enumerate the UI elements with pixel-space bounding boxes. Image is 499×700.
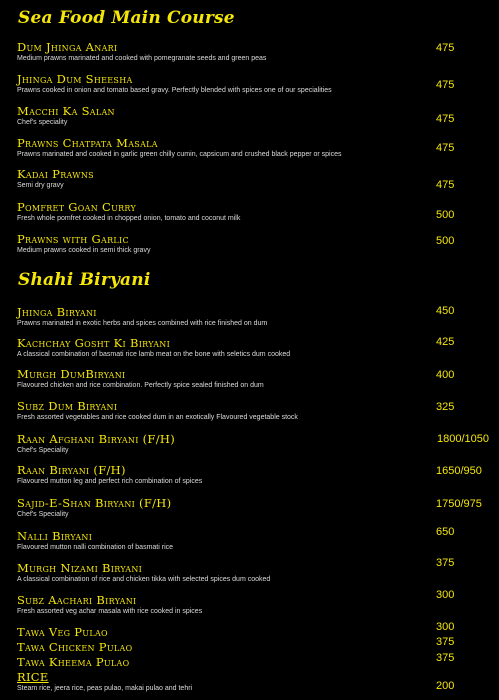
item-price: 200 xyxy=(436,680,455,692)
item-name: Prawns with Garlic xyxy=(17,232,129,246)
menu-item-pomfret-goan-curry xyxy=(17,201,487,223)
item-description: Flavoured mutton leg and perfect rich combination of spices xyxy=(17,478,203,485)
item-name: Tawa Chicken Pulao xyxy=(17,640,133,654)
item-price: 475 xyxy=(436,142,455,154)
item-name: Sajid-E-Shan Biryani (F/H) xyxy=(17,496,172,510)
item-name: Raan Biryani (F/H) xyxy=(17,463,126,477)
item-price: 475 xyxy=(436,79,455,91)
item-name: Prawns Chatpata Masala xyxy=(17,136,158,150)
item-description: Prawns marinated in exotic herbs and spices combined with rice finished on dum xyxy=(17,320,268,327)
item-name: Pomfret Goan Curry xyxy=(17,200,137,214)
item-price: 450 xyxy=(436,305,455,317)
item-price: 1800/1050 xyxy=(437,433,489,445)
menu-item-murgh-dumbiryani xyxy=(17,368,487,390)
item-description: Chef's Speciality xyxy=(17,511,69,518)
item-description: Fresh assorted veg achar masala with rice cooked in spices xyxy=(17,608,203,615)
section-title-sea-food: Sea Food Main Course xyxy=(18,8,235,28)
item-name: Kadai Prawns xyxy=(17,167,94,181)
item-name: Jhinga Dum Sheesha xyxy=(17,72,133,86)
menu-item-dum-jhinga-anari xyxy=(17,41,487,63)
item-description: Chef's Speciality xyxy=(17,447,69,454)
item-description: Prawns marinated and cooked in garlic green chilly cumin, capsicum and crushed black pepper or spices xyxy=(17,151,342,158)
menu-item-macchi-ka-salan xyxy=(17,105,487,127)
item-price: 1650/950 xyxy=(436,465,482,477)
item-name: Macchi Ka Salan xyxy=(17,104,115,118)
item-name: Nalli Biryani xyxy=(17,529,93,543)
item-name: Subz Dum Biryani xyxy=(17,399,118,413)
item-description: Flavoured chicken and rice combination. Perfectly spice sealed finished on dum xyxy=(17,382,264,389)
item-price: 300 xyxy=(436,589,455,601)
item-description: Steam rice, jeera rice, peas pulao, makai pulao and tehri xyxy=(17,685,193,692)
item-name: Tawa Veg Pulao xyxy=(17,625,108,639)
item-name: Tawa Kheema Pulao xyxy=(17,655,130,669)
item-description: A classical combination of rice and chicken tikka with selected spices dum cooked xyxy=(17,576,271,583)
item-price: 300 xyxy=(436,621,455,633)
item-description: Fresh whole pomfret cooked in chopped onion, tomato and coconut milk xyxy=(17,215,241,222)
item-description: Medium prawns marinated and cooked with pomegranate seeds and green peas xyxy=(17,55,267,62)
item-name: Subz Aachari Biryani xyxy=(17,593,137,607)
item-description: A classical combination of basmati rice lamb meat on the bone with seletics dum cooked xyxy=(17,351,291,358)
menu-item-subz-dum-biryani xyxy=(17,400,487,422)
item-name: Murgh Nizami Biryani xyxy=(17,561,143,575)
item-description: Prawns cooked in onion and tomato based gravy. Perfectly blended with spices one of our specialities xyxy=(17,87,332,94)
item-description: Medium prawns cooked in semi thick gravy xyxy=(17,247,151,254)
menu-item-sajid-e-shan-biryani xyxy=(17,497,487,519)
item-description: Flavoured mutton nalli combination of basmati rice xyxy=(17,544,174,551)
menu-item-subz-aachari-biryani xyxy=(17,594,487,616)
menu-item-prawns-chatpata-masala xyxy=(17,137,487,159)
item-price: 375 xyxy=(436,636,455,648)
item-price: 475 xyxy=(436,179,455,191)
item-price: 475 xyxy=(436,42,455,54)
item-name: Murgh DumBiryani xyxy=(17,367,126,381)
item-price: 400 xyxy=(436,369,455,381)
item-price: 375 xyxy=(436,557,455,569)
menu-item-raan-afghani-biryani xyxy=(17,433,487,455)
item-name: Raan Afghani Biryani (F/H) xyxy=(17,432,175,446)
menu-item-kadai-prawns xyxy=(17,168,487,190)
item-description: Chef's speciality xyxy=(17,119,68,126)
item-price: 1750/975 xyxy=(436,498,482,510)
menu-item-nalli-biryani xyxy=(17,530,487,552)
item-price: 425 xyxy=(436,336,455,348)
item-price: 325 xyxy=(436,401,455,413)
item-price: 650 xyxy=(436,526,455,538)
item-description: Semi dry gravy xyxy=(17,182,64,189)
menu-item-jhinga-dum-sheesha xyxy=(17,73,487,95)
menu-item-kachchay-gosht-ki-biryani xyxy=(17,337,487,359)
item-name: Jhinga Biryani xyxy=(17,305,97,319)
menu-item-murgh-nizami-biryani xyxy=(17,562,487,584)
menu-item-tawa-veg-pulao xyxy=(17,626,487,639)
item-price: 475 xyxy=(436,113,455,125)
item-name: Dum Jhinga Anari xyxy=(17,40,118,54)
menu-item-tawa-kheema-pulao xyxy=(17,656,487,669)
menu-item-tawa-chicken-pulao xyxy=(17,641,487,654)
item-price: 375 xyxy=(436,652,455,664)
item-description: Fresh assorted vegetables and rice cooked dum in an exotically Flavoured vegetable stock xyxy=(17,414,298,421)
menu-item-prawns-with-garlic xyxy=(17,233,487,255)
item-price: 500 xyxy=(436,209,455,221)
item-name: RICE xyxy=(17,670,49,684)
menu-item-jhinga-biryani xyxy=(17,306,487,328)
item-name: Kachchay Gosht Ki Biryani xyxy=(17,336,171,350)
menu-item-raan-biryani xyxy=(17,464,487,486)
section-title-shahi-biryani: Shahi Biryani xyxy=(18,270,151,290)
menu-item-rice xyxy=(17,671,487,693)
item-price: 500 xyxy=(436,235,455,247)
